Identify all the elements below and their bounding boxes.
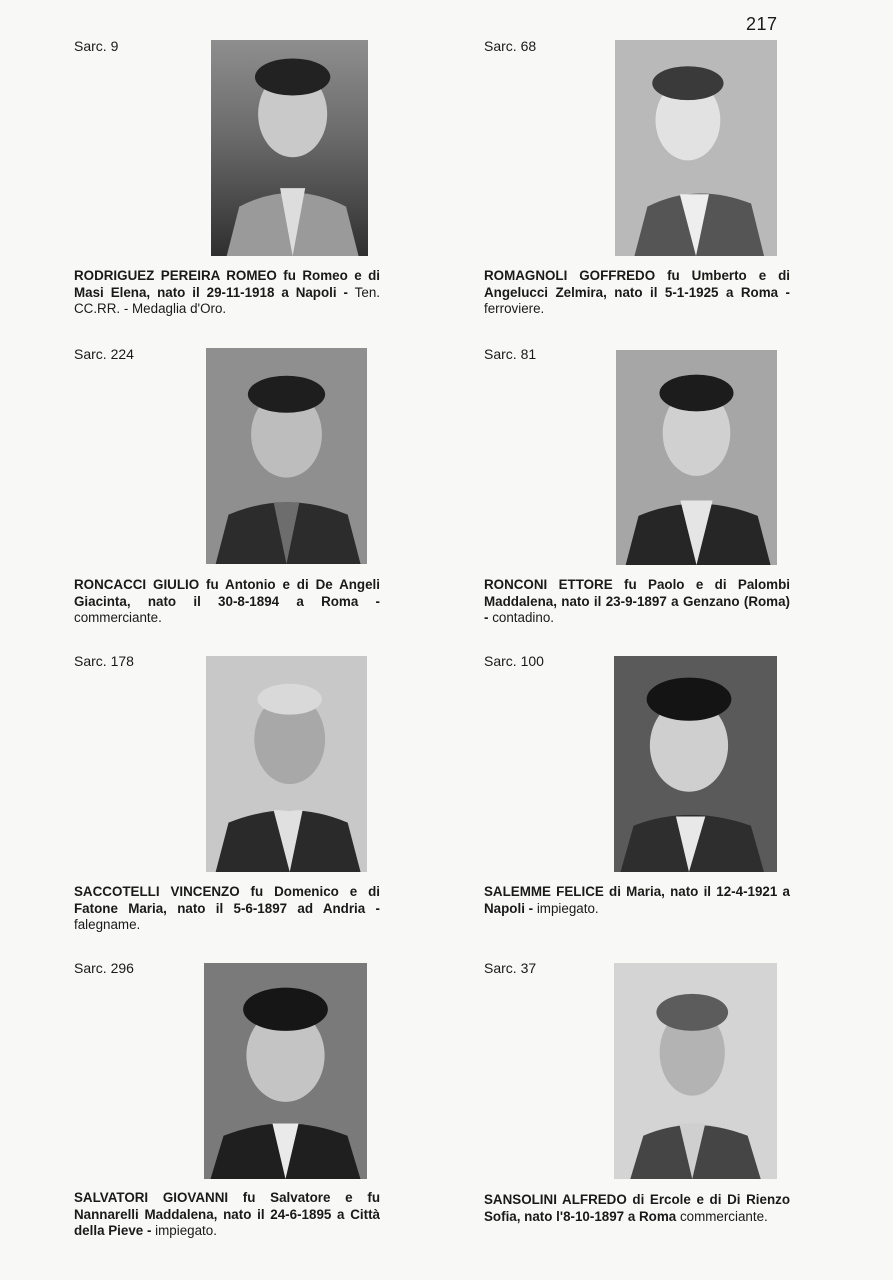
sarcophagus-number: Sarc. 100 xyxy=(484,653,544,669)
person-role: Ten. CC.RR. - Medaglia d'Oro. xyxy=(74,284,380,316)
sarcophagus-number: Sarc. 68 xyxy=(484,38,537,54)
biography-caption xyxy=(74,577,380,627)
entry-sansolini xyxy=(484,960,794,1250)
person-name: SANSOLINI ALFREDO di Ercole e di Di Rienzo Sofia, nato l'8-10-1897 a Roma xyxy=(484,1192,790,1224)
entry-salemme xyxy=(484,653,794,943)
portrait-photo xyxy=(615,40,777,256)
person-name: SALVATORI GIOVANNI fu Salvatore e fu Nannarelli Maddalena, nato il 24-6-1895 a Città della Pieve - xyxy=(74,1190,380,1238)
page-number: 217 xyxy=(746,14,778,34)
biography-caption xyxy=(484,268,790,318)
biography-caption xyxy=(74,1190,380,1240)
person-role: contadino. xyxy=(488,610,554,625)
person-name: SALEMME FELICE di Maria, nato il 12-4-1921 a Napoli - xyxy=(484,884,790,916)
biography-caption xyxy=(74,884,380,934)
portrait-photo xyxy=(206,348,367,564)
person-name: ROMAGNOLI GOFFREDO fu Umberto e di Angelucci Zelmira, nato il 5-1-1925 a Roma - xyxy=(484,268,790,300)
person-name: RONCONI ETTORE fu Paolo e di Palombi Maddalena, nato il 23-9-1897 a Genzano (Roma) - xyxy=(484,577,790,625)
sarcophagus-number: Sarc. 296 xyxy=(74,960,134,976)
biography-caption xyxy=(484,577,790,627)
portrait-photo xyxy=(614,656,777,872)
person-name: SACCOTELLI VINCENZO fu Domenico e di Fatone Maria, nato il 5-6-1897 ad Andria - xyxy=(74,884,380,916)
person-name: RONCACCI GIULIO fu Antonio e di De Angeli Giacinta, nato il 30-8-1894 a Roma - xyxy=(74,577,380,609)
biography-caption xyxy=(74,268,380,318)
person-role: falegname. xyxy=(74,917,141,932)
entry-roncacci xyxy=(74,346,384,636)
sarcophagus-number: Sarc. 9 xyxy=(74,38,119,54)
sarcophagus-number: Sarc. 37 xyxy=(484,960,537,976)
entry-romagnoli xyxy=(484,38,794,328)
biography-caption xyxy=(484,1192,790,1225)
portrait-photo xyxy=(211,40,368,256)
person-role: impiegato. xyxy=(533,900,599,916)
portrait-photo xyxy=(204,963,367,1179)
sarcophagus-number: Sarc. 81 xyxy=(484,346,537,362)
sarcophagus-number: Sarc. 178 xyxy=(74,653,134,669)
entry-salvatori xyxy=(74,960,384,1250)
entry-ronconi xyxy=(484,346,794,636)
portrait-photo xyxy=(206,656,367,872)
person-role: commerciante. xyxy=(676,1208,768,1224)
entry-rodriguez xyxy=(74,38,384,328)
person-role: ferroviere. xyxy=(484,301,545,316)
sarcophagus-number: Sarc. 224 xyxy=(74,346,134,362)
entry-saccotelli xyxy=(74,653,384,943)
person-name: RODRIGUEZ PEREIRA ROMEO fu Romeo e di Masi Elena, nato il 29-11-1918 a Napoli - xyxy=(74,268,380,300)
portrait-photo xyxy=(614,963,777,1179)
portrait-photo xyxy=(616,350,777,565)
person-role: impiegato. xyxy=(151,1223,217,1238)
biography-caption xyxy=(484,884,790,917)
person-role: commerciante. xyxy=(74,610,162,625)
